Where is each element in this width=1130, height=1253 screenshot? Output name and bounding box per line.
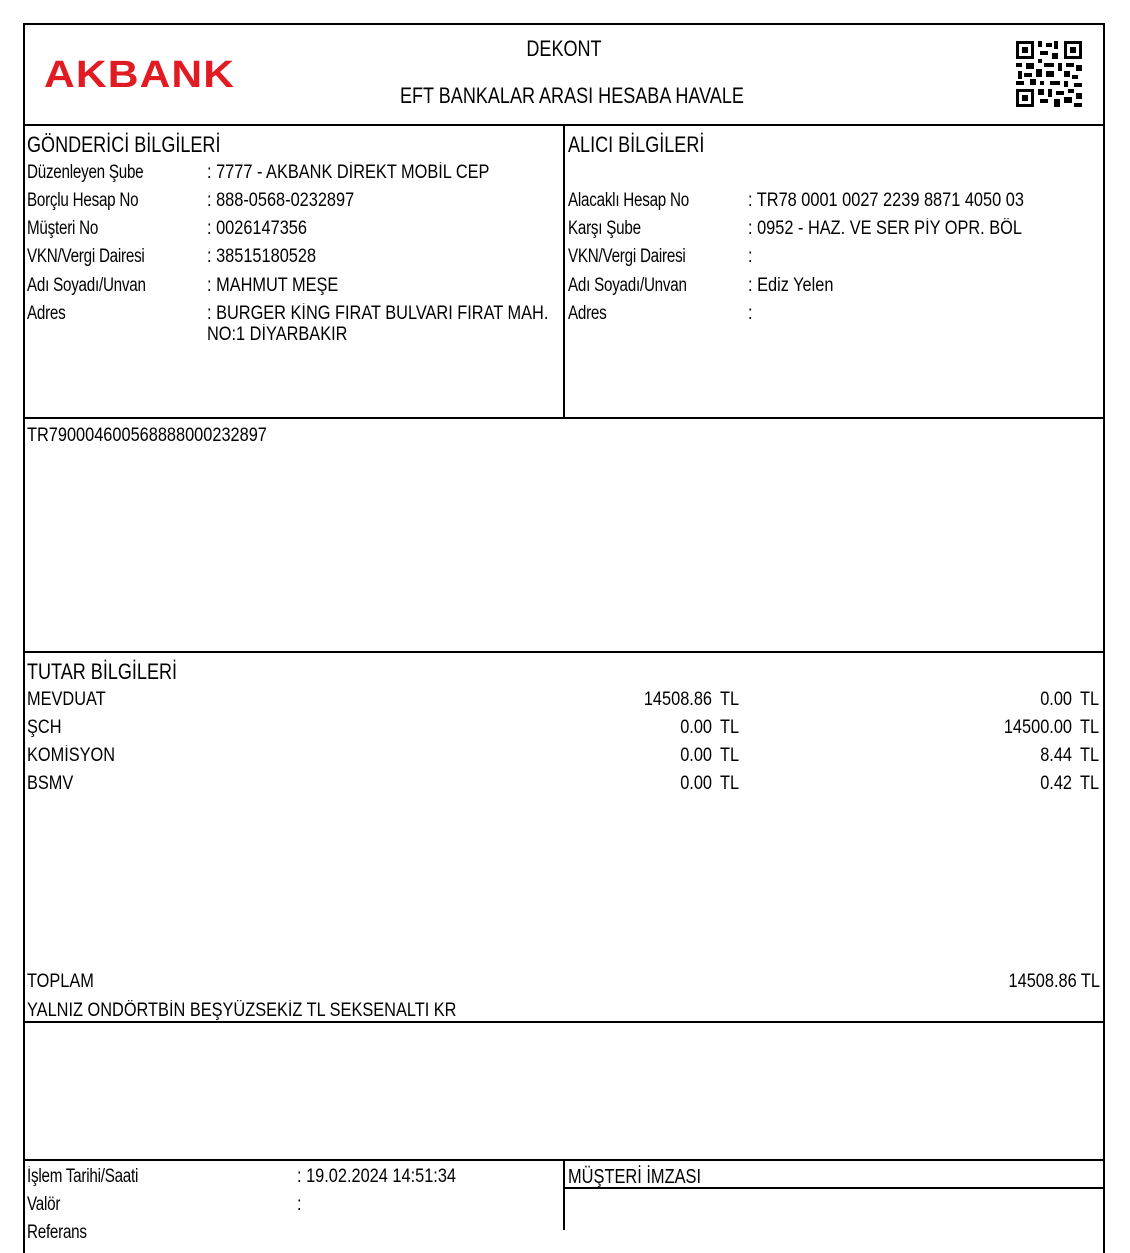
receiver-label-address: Adres xyxy=(568,303,607,324)
amount-label-mevduat: MEVDUAT xyxy=(27,689,106,710)
amount-cur2-sch: TL xyxy=(1080,717,1100,738)
divider-sender-receiver xyxy=(563,124,565,419)
footer-value-valor: : xyxy=(297,1194,302,1215)
receiver-value-branch: : 0952 - HAZ. VE SER PİY OPR. BÖL xyxy=(748,218,1022,239)
footer-label-reference: Referans xyxy=(27,1222,87,1243)
receiver-label-branch: Karşı Şube xyxy=(568,218,641,239)
sender-label-branch: Düzenleyen Şube xyxy=(27,162,144,183)
sender-value-address: : BURGER KİNG FIRAT BULVARI FIRAT MAH. xyxy=(207,303,549,324)
qr-code-icon xyxy=(1016,41,1082,107)
amount-label-komisyon: KOMİSYON xyxy=(27,745,116,766)
receiver-section-title: ALICI BİLGİLERİ xyxy=(568,132,705,157)
doc-subtitle: EFT BANKALAR ARASI HESABA HAVALE xyxy=(400,83,744,108)
signature-title: MÜŞTERİ İMZASI xyxy=(568,1166,702,1188)
amount-cur1-komisyon: TL xyxy=(720,745,740,766)
sender-label-name: Adı Soyadı/Unvan xyxy=(27,275,146,296)
amount-col1-sch: 0.00 xyxy=(680,717,712,738)
amount-label-bsmv: BSMV xyxy=(27,773,74,794)
sender-value-address-line2: NO:1 DİYARBAKIR xyxy=(207,324,348,345)
description-text: TR790004600568888000232897 xyxy=(27,425,267,446)
doc-title: DEKONT xyxy=(526,36,602,61)
amount-cur1-mevduat: TL xyxy=(720,689,740,710)
sender-label-customer-no: Müşteri No xyxy=(27,218,99,239)
sender-label-tax: VKN/Vergi Dairesi xyxy=(27,246,145,267)
amount-label-sch: ŞCH xyxy=(27,717,62,738)
sender-value-tax: : 38515180528 xyxy=(207,246,317,267)
amount-col2-sch: 14500.00 xyxy=(1003,717,1072,738)
sender-label-account: Borçlu Hesap No xyxy=(27,190,139,211)
amount-col1-bsmv: 0.00 xyxy=(680,773,712,794)
sender-value-branch: : 7777 - AKBANK DİREKT MOBİL CEP xyxy=(207,162,490,183)
amount-col1-mevduat: 14508.86 xyxy=(643,689,712,710)
akbank-logo: AKBANK xyxy=(44,54,236,96)
receiver-value-name: : Ediz Yelen xyxy=(748,275,834,296)
amount-col1-komisyon: 0.00 xyxy=(680,745,712,766)
sender-value-customer-no: : 0026147356 xyxy=(207,218,307,239)
amount-cur1-sch: TL xyxy=(720,717,740,738)
receiver-value-account: : TR78 0001 0027 2239 8871 4050 03 xyxy=(748,190,1024,211)
total-label: TOPLAM xyxy=(27,971,94,992)
total-value: 14508.86 TL xyxy=(1008,971,1100,992)
footer-label-datetime: İşlem Tarihi/Saati xyxy=(27,1166,139,1187)
sender-value-name: : MAHMUT MEŞE xyxy=(207,275,339,296)
receiver-value-address: : xyxy=(748,303,753,324)
receiver-label-account: Alacaklı Hesap No xyxy=(568,190,689,211)
footer-label-valor: Valör xyxy=(27,1194,61,1215)
sender-value-account: : 888-0568-0232897 xyxy=(207,190,355,211)
amounts-section-title: TUTAR BİLGİLERİ xyxy=(27,659,178,684)
amount-cur1-bsmv: TL xyxy=(720,773,740,794)
total-in-words: YALNIZ ONDÖRTBİN BEŞYÜZSEKİZ TL SEKSENALTI KR xyxy=(27,1000,457,1021)
amount-col2-mevduat: 0.00 xyxy=(1040,689,1072,710)
divider-description xyxy=(23,651,1105,653)
amount-cur2-bsmv: TL xyxy=(1080,773,1100,794)
amount-cur2-komisyon: TL xyxy=(1080,745,1100,766)
footer-value-datetime: : 19.02.2024 14:51:34 xyxy=(297,1166,457,1187)
receiver-label-tax: VKN/Vergi Dairesi xyxy=(568,246,686,267)
amount-col2-komisyon: 8.44 xyxy=(1040,745,1072,766)
receiver-value-tax: : xyxy=(748,246,753,267)
divider-footer xyxy=(563,1159,565,1230)
sender-label-address: Adres xyxy=(27,303,66,324)
amount-col2-bsmv: 0.42 xyxy=(1040,773,1072,794)
sender-section-title: GÖNDERİCİ BİLGİLERİ xyxy=(27,132,221,157)
receiver-label-name: Adı Soyadı/Unvan xyxy=(568,275,687,296)
amount-cur2-mevduat: TL xyxy=(1080,689,1100,710)
